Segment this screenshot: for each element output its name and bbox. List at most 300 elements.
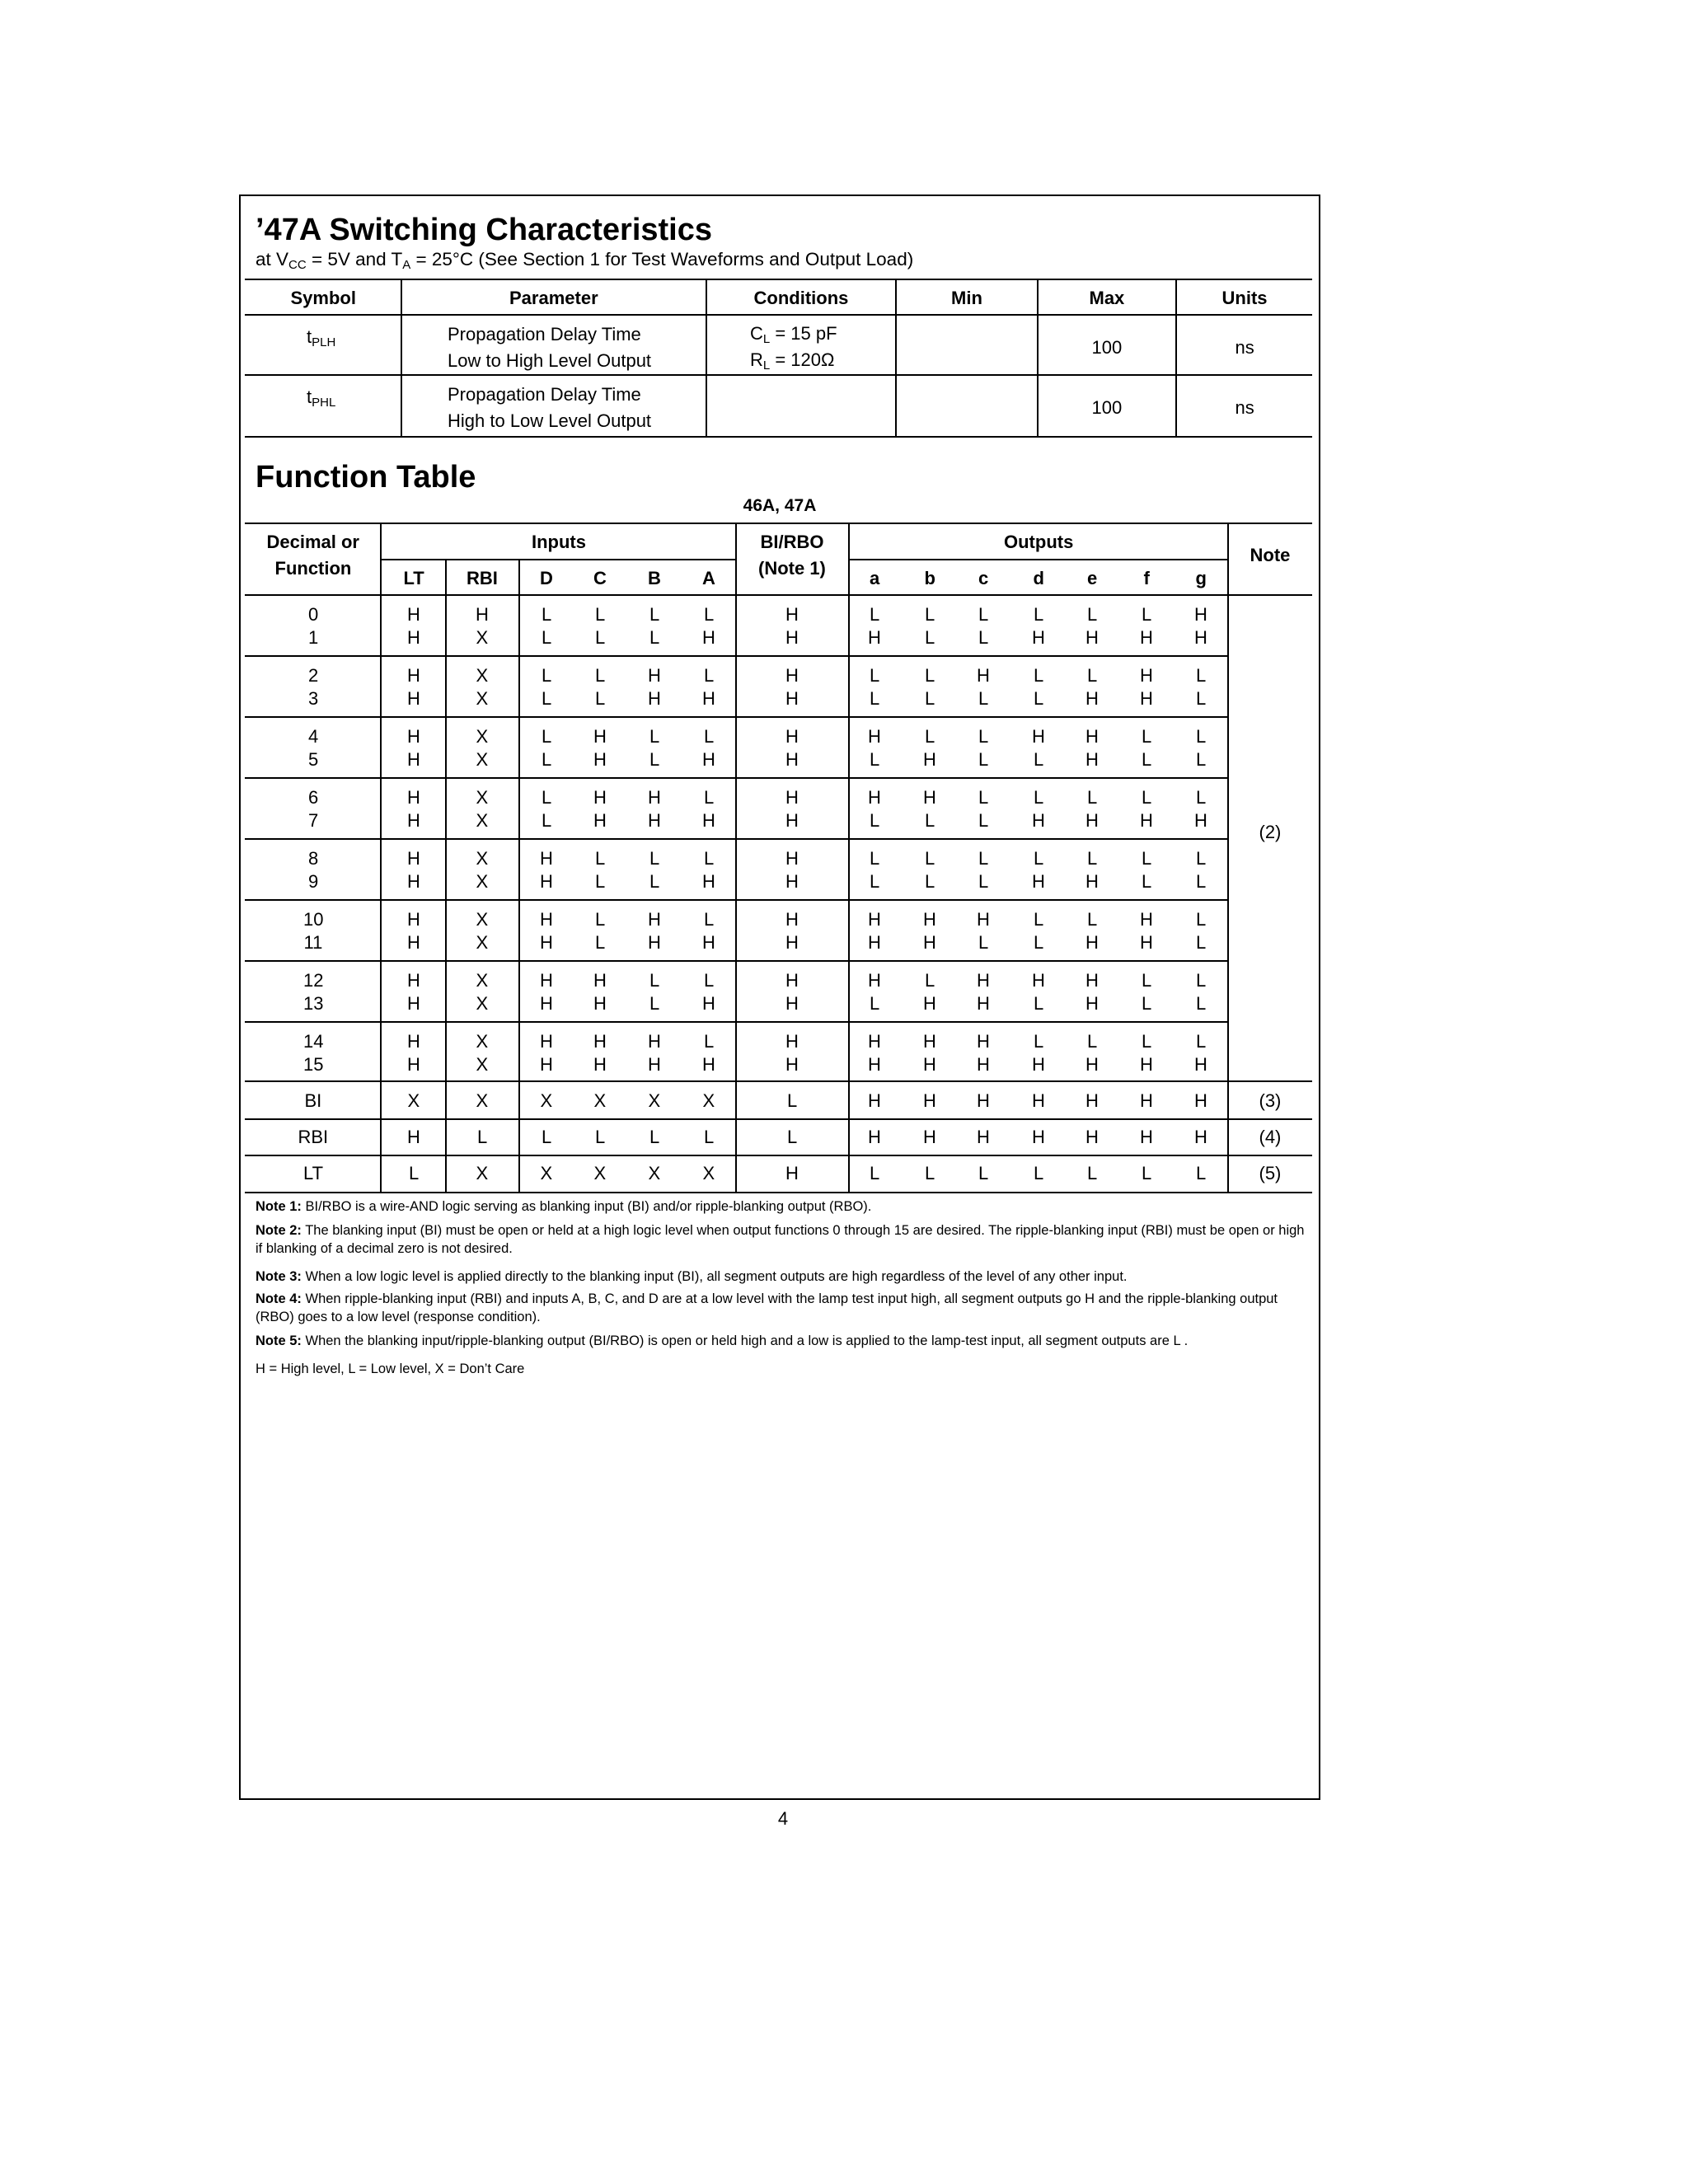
cell-value: X [476, 871, 489, 892]
cell-value: H [868, 726, 881, 747]
cell-value: L [595, 848, 606, 869]
column-divider [401, 279, 402, 437]
cell-value: H [407, 726, 420, 747]
cell-value: H [1140, 665, 1153, 686]
cell-value: H [407, 932, 420, 953]
cell-value: L [649, 1127, 660, 1147]
condition-load-capacitance: $C_L = 15$ pF [750, 323, 837, 346]
cell-value: L [787, 1127, 798, 1147]
cell-value: H [407, 627, 420, 648]
cell-value: L [978, 848, 989, 869]
cell-value: H [1140, 1090, 1153, 1111]
cell-value: H [407, 810, 420, 831]
special-row-divider [245, 1118, 1312, 1120]
cell-value: H [1085, 970, 1099, 991]
cell-value: L [1196, 909, 1207, 930]
cell-value: L [1196, 970, 1207, 991]
cell-value: L [925, 871, 935, 892]
header-bottom-rule [245, 314, 1312, 316]
cell-value: H [785, 871, 799, 892]
cell-value: X [476, 1163, 489, 1183]
cell-value: L [1034, 932, 1044, 953]
cell-value: H [1032, 1054, 1045, 1075]
function-table-title: Function Table [256, 460, 476, 494]
cell-value: L [1142, 848, 1152, 869]
cell-value: X [476, 688, 489, 709]
cell-value: H [868, 1090, 881, 1111]
cell-value: H [868, 932, 881, 953]
input-col-d: D [540, 568, 553, 588]
cell-value: L [704, 665, 715, 686]
cell-value: H [977, 1031, 990, 1052]
cell-value: L [1196, 1163, 1207, 1183]
cell-value: X [476, 932, 489, 953]
header-parameter: Parameter [509, 288, 598, 308]
cell-value: L [649, 970, 660, 991]
cell-value: H [1032, 810, 1045, 831]
output-col-g: g [1195, 568, 1207, 588]
cell-value: H [923, 932, 936, 953]
column-divider [735, 523, 737, 1193]
cell-value: X [702, 1163, 715, 1183]
cell-value: L [595, 909, 606, 930]
cell-value: X [593, 1163, 607, 1183]
cell-value: L [870, 604, 880, 625]
parameter-line1: Propagation Delay Time [448, 384, 641, 405]
cell-value: L [1196, 688, 1207, 709]
cell-value: H [648, 787, 661, 808]
cell-value: H [1085, 810, 1099, 831]
table-top-rule [245, 279, 1312, 280]
cell-value: L [978, 749, 989, 770]
cell-value: L [978, 604, 989, 625]
cell-value: H [1085, 871, 1099, 892]
cell-value: H [977, 1054, 990, 1075]
cell-value: H [785, 688, 799, 709]
cell-value: X [476, 1054, 489, 1075]
cell-value: H [1085, 627, 1099, 648]
note-header: Note [1250, 545, 1291, 565]
cell-value: H [868, 1127, 881, 1147]
cell-value: H [868, 1054, 881, 1075]
cell-value: L [1196, 787, 1207, 808]
cell-value: H [1140, 688, 1153, 709]
cell-value: H [648, 909, 661, 930]
cell-value: L [649, 848, 660, 869]
cell-value: H [648, 665, 661, 686]
cell-value: H [702, 993, 715, 1014]
cell-value: H [1085, 726, 1099, 747]
cell-value: L [1034, 993, 1044, 1014]
ft-top-rule [245, 523, 1312, 524]
cell-value: H [407, 787, 420, 808]
digits-note-ref: (2) [1259, 822, 1282, 842]
cell-value: L [978, 627, 989, 648]
digit-pair-divider [245, 655, 1228, 657]
cell-value: X [476, 787, 489, 808]
cell-value: H [923, 993, 936, 1014]
cell-value: H [702, 627, 715, 648]
decimal-value: 11 [303, 932, 323, 953]
cell-value: H [785, 848, 799, 869]
cell-value: H [923, 909, 936, 930]
output-col-a: a [870, 568, 880, 588]
cell-value: H [1032, 871, 1045, 892]
cell-value: H [1085, 993, 1099, 1014]
cell-value: H [1194, 1127, 1207, 1147]
function-name: BI [304, 1090, 322, 1111]
cell-value: L [542, 665, 552, 686]
cell-value: H [540, 970, 553, 991]
cell-value: H [1085, 1127, 1099, 1147]
cell-value: X [540, 1163, 553, 1183]
cell-value: L [870, 871, 880, 892]
cell-value: L [925, 688, 935, 709]
cell-value: H [540, 993, 553, 1014]
cell-value: L [1087, 665, 1098, 686]
cell-value: L [870, 1163, 880, 1183]
inputs-group-rule [381, 559, 736, 560]
cell-value: H [702, 871, 715, 892]
condition-load-resistance: $R_L = 120\Omega$ [750, 349, 835, 373]
cell-value: L [1087, 787, 1098, 808]
cell-value: H [977, 909, 990, 930]
cell-value: H [785, 749, 799, 770]
cell-value: H [1032, 1090, 1045, 1111]
symbol-plh: $t_{PLH}$ [307, 326, 336, 349]
cell-value: H [593, 749, 607, 770]
cell-value: H [923, 1054, 936, 1075]
cell-value: L [704, 787, 715, 808]
output-col-f: f [1143, 568, 1150, 588]
cell-value: H [593, 970, 607, 991]
special-rows-top-rule [245, 1080, 1312, 1082]
cell-value: H [977, 970, 990, 991]
cell-value: H [540, 909, 553, 930]
cell-value: L [542, 627, 552, 648]
cell-value: L [649, 749, 660, 770]
output-col-e: e [1087, 568, 1098, 588]
cell-value: H [1032, 970, 1045, 991]
input-col-c: C [593, 568, 607, 588]
cell-value: H [1085, 1054, 1099, 1075]
column-divider [706, 279, 707, 437]
column-divider [895, 279, 897, 437]
cell-value: L [870, 688, 880, 709]
cell-value: H [1140, 909, 1153, 930]
cell-value: L [925, 726, 935, 747]
cell-value: H [407, 604, 420, 625]
cell-value: H [785, 970, 799, 991]
cell-value: H [540, 932, 553, 953]
cell-value: H [593, 810, 607, 831]
max-value: 100 [1091, 337, 1123, 358]
cell-value: L [704, 726, 715, 747]
parameter-line2: Low to High Level Output [448, 350, 652, 371]
cell-value: L [1142, 970, 1152, 991]
function-name: LT [303, 1163, 324, 1183]
cell-value: X [476, 848, 489, 869]
output-col-b: b [924, 568, 935, 588]
cell-value: L [1142, 787, 1152, 808]
function-name: RBI [298, 1127, 329, 1147]
cell-value: L [542, 810, 552, 831]
cell-value: H [593, 726, 607, 747]
cell-value: H [923, 1031, 936, 1052]
cell-value: H [1140, 1054, 1153, 1075]
special-row-divider [245, 1155, 1312, 1156]
cell-value: L [978, 688, 989, 709]
decimal-value: 4 [308, 726, 319, 747]
cell-value: X [476, 909, 489, 930]
cell-value: L [542, 604, 552, 625]
cell-value: H [785, 627, 799, 648]
output-col-c: c [978, 568, 989, 588]
cell-value: L [1196, 932, 1207, 953]
units-value: ns [1235, 397, 1254, 418]
note-4: Note 4: When ripple-blanking input (RBI) and inputs A, B, C, and D are at a low level with the lamp test input high, all segment outputs go H and the ripple-blanking output (RBO) goes to a low level (response condition). [256, 1291, 1278, 1324]
decimal-value: 3 [308, 688, 319, 709]
decimal-value: 14 [303, 1031, 324, 1052]
cell-value: X [476, 726, 489, 747]
bi-rbo-header-line1: BI/RBO [760, 532, 824, 552]
cell-value: H [593, 1054, 607, 1075]
cell-value: L [1034, 909, 1044, 930]
cell-value: H [868, 1031, 881, 1052]
cell-value: L [1034, 848, 1044, 869]
cell-value: H [977, 665, 990, 686]
cell-value: X [702, 1090, 715, 1111]
cell-value: L [978, 1163, 989, 1183]
cell-value: L [1034, 1031, 1044, 1052]
digit-pair-divider [245, 716, 1228, 718]
cell-value: X [476, 810, 489, 831]
cell-value: H [407, 749, 420, 770]
switching-subtitle: at $V_{CC} = 5V$ and $T_A = 25^\circ C$ (See Section 1 for Test Waveforms and Output Load) [256, 249, 914, 272]
cell-value: L [1034, 665, 1044, 686]
cell-value: L [925, 604, 935, 625]
cell-value: L [1034, 749, 1044, 770]
outputs-group-header: Outputs [1004, 532, 1074, 552]
decimal-value: 5 [308, 749, 319, 770]
cell-value: X [540, 1090, 553, 1111]
cell-value: H [407, 1127, 420, 1147]
cell-value: L [1087, 909, 1098, 930]
symbol-phl: $t_{PHL}$ [307, 387, 336, 410]
cell-value: H [923, 787, 936, 808]
special-note-ref: (4) [1259, 1127, 1282, 1147]
cell-value: H [648, 932, 661, 953]
input-col-rbi: RBI [467, 568, 498, 588]
cell-value: H [407, 871, 420, 892]
cell-value: H [540, 1054, 553, 1075]
cell-value: H [785, 665, 799, 686]
cell-value: H [540, 848, 553, 869]
cell-value: L [925, 848, 935, 869]
cell-value: L [978, 810, 989, 831]
cell-value: L [925, 970, 935, 991]
cell-value: H [1140, 932, 1153, 953]
column-divider [1227, 523, 1229, 1193]
cell-value: L [649, 726, 660, 747]
cell-value: L [1142, 749, 1152, 770]
cell-value: L [1196, 749, 1207, 770]
bi-rbo-header-line2: (Note 1) [758, 558, 826, 579]
digit-pair-divider [245, 960, 1228, 962]
cell-value: H [868, 627, 881, 648]
cell-value: L [542, 726, 552, 747]
cell-value: L [542, 688, 552, 709]
cell-value: H [702, 749, 715, 770]
cell-value: H [1194, 1054, 1207, 1075]
cell-value: L [1196, 993, 1207, 1014]
cell-value: L [704, 1127, 715, 1147]
header-min: Min [951, 288, 982, 308]
cell-value: L [704, 604, 715, 625]
cell-value: L [1196, 871, 1207, 892]
column-divider [848, 523, 850, 1193]
decimal-value: 6 [308, 787, 319, 808]
cell-value: X [648, 1090, 661, 1111]
cell-value: X [476, 665, 489, 686]
cell-value: H [407, 970, 420, 991]
cell-value: H [1085, 688, 1099, 709]
cell-value: L [1142, 871, 1152, 892]
cell-value: L [1034, 604, 1044, 625]
cell-value: H [1194, 1090, 1207, 1111]
units-value: ns [1235, 337, 1254, 358]
cell-value: H [593, 787, 607, 808]
header-symbol: Symbol [290, 288, 356, 308]
decimal-value: 0 [308, 604, 319, 625]
cell-value: H [1085, 749, 1099, 770]
cell-value: L [1087, 604, 1098, 625]
cell-value: H [1032, 627, 1045, 648]
cell-value: H [1140, 1127, 1153, 1147]
cell-value: L [1196, 665, 1207, 686]
cell-value: H [785, 1163, 799, 1183]
decimal-value: 10 [303, 909, 324, 930]
cell-value: L [787, 1090, 798, 1111]
cell-value: H [923, 749, 936, 770]
cell-value: L [1142, 1031, 1152, 1052]
cell-value: H [977, 993, 990, 1014]
cell-value: H [702, 932, 715, 953]
cell-value: H [1085, 932, 1099, 953]
decimal-value: 7 [308, 810, 319, 831]
cell-value: H [868, 787, 881, 808]
cell-value: L [1034, 1163, 1044, 1183]
cell-value: H [1085, 1090, 1099, 1111]
cell-value: H [648, 1054, 661, 1075]
output-col-d: d [1033, 568, 1044, 588]
cell-value: L [1142, 993, 1152, 1014]
decimal-value: 12 [303, 970, 324, 991]
cell-value: H [407, 1054, 420, 1075]
cell-value: H [1140, 810, 1153, 831]
cell-value: H [648, 688, 661, 709]
cell-value: X [476, 749, 489, 770]
decimal-value: 8 [308, 848, 319, 869]
cell-value: L [870, 848, 880, 869]
cell-value: X [593, 1090, 607, 1111]
cell-value: L [1142, 604, 1152, 625]
ft-bottom-rule [245, 1192, 1312, 1193]
cell-value: L [925, 627, 935, 648]
cell-value: H [407, 665, 420, 686]
column-divider [380, 523, 382, 1193]
parameter-line1: Propagation Delay Time [448, 324, 641, 344]
cell-value: L [649, 604, 660, 625]
max-value: 100 [1091, 397, 1123, 418]
note-3: Note 3: When a low logic level is applied directly to the blanking input (BI), all segment outputs are high regardless of the level of any other input. [256, 1269, 1128, 1284]
cell-value: X [476, 1031, 489, 1052]
cell-value: H [407, 909, 420, 930]
function-table-devices: 46A, 47A [743, 496, 817, 515]
cell-value: L [542, 787, 552, 808]
cell-value: H [1032, 726, 1045, 747]
cell-value: H [407, 1031, 420, 1052]
cell-value: L [704, 1031, 715, 1052]
cell-value: L [1034, 688, 1044, 709]
cell-value: L [649, 993, 660, 1014]
cell-value: L [649, 871, 660, 892]
note-2: Note 2: The blanking input (BI) must be open or held at a high logic level when output functions 0 through 15 are desired. The ripple-blanking input (RBI) must be open or high if blanking of a decimal zero is not desired. [256, 1223, 1305, 1256]
decimal-value: 9 [308, 871, 319, 892]
cell-value: H [648, 1031, 661, 1052]
cell-value: H [1194, 627, 1207, 648]
cell-value: H [540, 871, 553, 892]
cell-value: H [407, 688, 420, 709]
cell-value: H [785, 787, 799, 808]
cell-value: L [1087, 848, 1098, 869]
digit-pair-divider [245, 1021, 1228, 1023]
legend: H = High level, L = Low level, X = Don’t Care [256, 1361, 525, 1376]
cell-value: L [978, 726, 989, 747]
note-1: Note 1: BI/RBO is a wire-AND logic serving as blanking input (BI) and/or ripple-blanking output (RBO). [256, 1199, 872, 1214]
cell-value: H [702, 810, 715, 831]
table-bottom-rule [245, 436, 1312, 438]
cell-value: L [870, 993, 880, 1014]
cell-value: L [978, 932, 989, 953]
cell-value: L [595, 932, 606, 953]
cell-value: L [704, 848, 715, 869]
cell-value: L [595, 665, 606, 686]
cell-value: L [595, 1127, 606, 1147]
cell-value: H [785, 810, 799, 831]
decimal-value: 1 [308, 627, 319, 648]
input-col-a: A [702, 568, 715, 588]
cell-value: H [593, 993, 607, 1014]
inputs-group-header: Inputs [532, 532, 586, 552]
note-5: Note 5: When the blanking input/ripple-blanking output (BI/RBO) is open or held high and a low is applied to the lamp-test input, all segment outputs are L . [256, 1333, 1189, 1348]
cell-value: H [785, 909, 799, 930]
special-note-ref: (3) [1259, 1090, 1282, 1111]
cell-value: X [407, 1090, 420, 1111]
switching-title: ’47A Switching Characteristics [256, 213, 713, 247]
cell-value: L [925, 1163, 935, 1183]
cell-value: L [704, 970, 715, 991]
decimal-value: 2 [308, 665, 319, 686]
cell-value: L [870, 665, 880, 686]
header-conditions: Conditions [753, 288, 849, 308]
ft-header-bottom-rule [245, 594, 1312, 596]
cell-value: X [476, 1090, 489, 1111]
cell-value: L [649, 627, 660, 648]
cell-value: L [1196, 726, 1207, 747]
outputs-group-rule [849, 559, 1228, 560]
column-divider [1175, 279, 1177, 437]
